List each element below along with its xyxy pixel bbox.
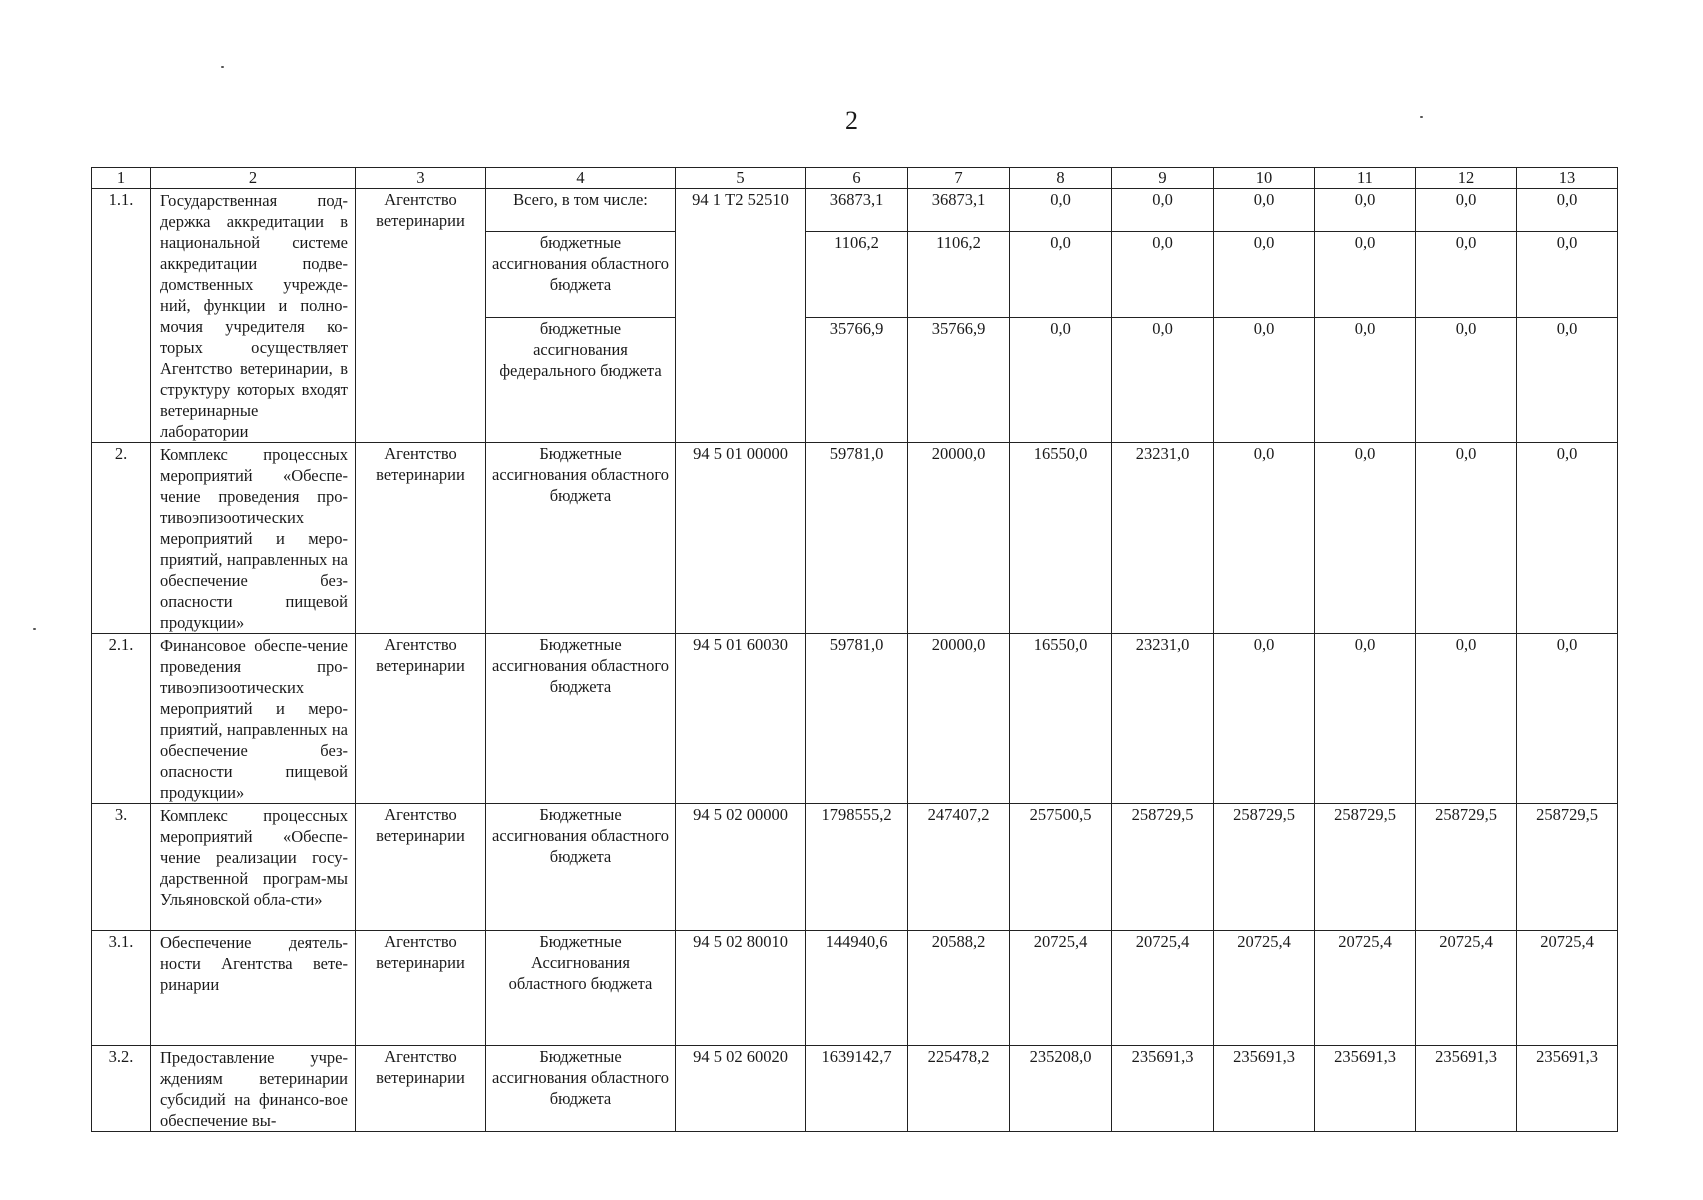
table-row (92, 804, 1618, 931)
funding-source: бюджетные ассигнования федерального бюджета (486, 317, 676, 442)
value-cell: 0,0 (1315, 317, 1416, 442)
activity-name: Комплекс процессных мероприятий «Обеспе-чение реализации госу-дарственной програм-мы Ульяновской обла-сти» (151, 804, 356, 931)
budget-code: 94 5 02 60020 (676, 1046, 806, 1132)
value-cell: 0,0 (1416, 634, 1517, 804)
page-number: 2 (845, 106, 858, 135)
value-cell: 20725,4 (1112, 931, 1214, 1046)
row-number: 1.1. (92, 189, 151, 443)
value-cell: 0,0 (1416, 317, 1517, 442)
column-number: 5 (676, 168, 806, 189)
funding-source: Бюджетные ассигнования областного бюджета (486, 804, 676, 931)
value-cell: 20000,0 (908, 634, 1010, 804)
scan-speck (1420, 116, 1423, 118)
value-cell: 0,0 (1214, 443, 1315, 634)
budget-table (91, 167, 1618, 1132)
value-cell: 0,0 (1214, 189, 1315, 232)
row-number: 3. (92, 804, 151, 931)
value-cell: 258729,5 (1416, 804, 1517, 931)
value-cell: 0,0 (1315, 189, 1416, 232)
executor: Агентство ветеринарии (356, 634, 486, 804)
funding-source: Всего, в том числе: (486, 189, 676, 232)
value-cell: 0,0 (1214, 317, 1315, 442)
value-cell: 235691,3 (1517, 1046, 1618, 1132)
value-cell: 23231,0 (1112, 443, 1214, 634)
budget-code: 94 5 01 00000 (676, 443, 806, 634)
value-cell: 23231,0 (1112, 634, 1214, 804)
table-row (92, 931, 1618, 1046)
value-cell: 20588,2 (908, 931, 1010, 1046)
value-cell: 0,0 (1315, 634, 1416, 804)
value-cell: 1798555,2 (806, 804, 908, 931)
value-cell: 36873,1 (908, 189, 1010, 232)
value-cell: 258729,5 (1214, 804, 1315, 931)
value-cell: 258729,5 (1517, 804, 1618, 931)
value-cell: 235691,3 (1315, 1046, 1416, 1132)
table-row (92, 1046, 1618, 1132)
value-cell: 0,0 (1315, 231, 1416, 317)
budget-code: 94 5 02 80010 (676, 931, 806, 1046)
column-number: 7 (908, 168, 1010, 189)
row-number: 2.1. (92, 634, 151, 804)
activity-name: Финансовое обеспе-чение проведения про-тивоэпизоотических мероприятий и меро-приятий, направленных на обеспечение без-опасности пищевой продукции» (151, 634, 356, 804)
value-cell: 0,0 (1112, 189, 1214, 232)
value-cell: 225478,2 (908, 1046, 1010, 1132)
column-number: 6 (806, 168, 908, 189)
row-number: 3.1. (92, 931, 151, 1046)
executor: Агентство ветеринарии (356, 1046, 486, 1132)
value-cell: 20725,4 (1416, 931, 1517, 1046)
row-number: 2. (92, 443, 151, 634)
value-cell: 20725,4 (1010, 931, 1112, 1046)
activity-name: Предоставление учре-ждениям ветеринарии субсидий на финансо-вое обеспечение вы- (151, 1046, 356, 1132)
value-cell: 0,0 (1315, 443, 1416, 634)
column-number: 11 (1315, 168, 1416, 189)
value-cell: 36873,1 (806, 189, 908, 232)
budget-code: 94 1 Т2 52510 (676, 189, 806, 443)
value-cell: 59781,0 (806, 443, 908, 634)
funding-source: Бюджетные ассигнования областного бюджета (486, 1046, 676, 1132)
scan-speck (33, 628, 36, 630)
value-cell: 0,0 (1517, 189, 1618, 232)
value-cell: 0,0 (1214, 634, 1315, 804)
value-cell: 0,0 (1416, 443, 1517, 634)
value-cell: 235691,3 (1112, 1046, 1214, 1132)
value-cell: 1106,2 (908, 231, 1010, 317)
budget-code: 94 5 01 60030 (676, 634, 806, 804)
value-cell: 235691,3 (1416, 1046, 1517, 1132)
table-row (92, 443, 1618, 634)
value-cell: 0,0 (1517, 634, 1618, 804)
value-cell: 258729,5 (1315, 804, 1416, 931)
activity-name: Государственная под-держка аккредитации в национальной системе аккредитации подве-домственных учрежде-ний, функции и полно-мочия учредителя ко-торых осуществляет Агентство ветеринарии, в структуру которых входят ветеринарные лаборатории (151, 189, 356, 443)
funding-source: Бюджетные ассигнования областного бюджета (486, 443, 676, 634)
scan-speck (221, 66, 224, 68)
value-cell: 1639142,7 (806, 1046, 908, 1132)
value-cell: 20725,4 (1214, 931, 1315, 1046)
value-cell: 16550,0 (1010, 443, 1112, 634)
value-cell: 247407,2 (908, 804, 1010, 931)
column-number: 13 (1517, 168, 1618, 189)
value-cell: 257500,5 (1010, 804, 1112, 931)
value-cell: 20725,4 (1517, 931, 1618, 1046)
column-number: 9 (1112, 168, 1214, 189)
value-cell: 0,0 (1517, 317, 1618, 442)
value-cell: 20000,0 (908, 443, 1010, 634)
table-header-row (92, 168, 1618, 189)
value-cell: 0,0 (1214, 231, 1315, 317)
value-cell: 0,0 (1010, 189, 1112, 232)
column-number: 2 (151, 168, 356, 189)
value-cell: 59781,0 (806, 634, 908, 804)
value-cell: 258729,5 (1112, 804, 1214, 931)
value-cell: 0,0 (1112, 231, 1214, 317)
value-cell: 20725,4 (1315, 931, 1416, 1046)
executor: Агентство ветеринарии (356, 931, 486, 1046)
value-cell: 0,0 (1112, 317, 1214, 442)
value-cell: 0,0 (1010, 231, 1112, 317)
funding-source: Бюджетные ассигнования областного бюджета (486, 634, 676, 804)
column-number: 3 (356, 168, 486, 189)
column-number: 4 (486, 168, 676, 189)
column-number: 12 (1416, 168, 1517, 189)
value-cell: 1106,2 (806, 231, 908, 317)
table-row (92, 634, 1618, 804)
executor: Агентство ветеринарии (356, 189, 486, 443)
value-cell: 16550,0 (1010, 634, 1112, 804)
column-number: 1 (92, 168, 151, 189)
value-cell: 0,0 (1010, 317, 1112, 442)
value-cell: 35766,9 (908, 317, 1010, 442)
row-number: 3.2. (92, 1046, 151, 1132)
value-cell: 235691,3 (1214, 1046, 1315, 1132)
value-cell: 0,0 (1517, 231, 1618, 317)
value-cell: 0,0 (1517, 443, 1618, 634)
executor: Агентство ветеринарии (356, 443, 486, 634)
column-number: 8 (1010, 168, 1112, 189)
table-row (92, 189, 1618, 232)
executor: Агентство ветеринарии (356, 804, 486, 931)
funding-source: бюджетные ассигнования областного бюджета (486, 231, 676, 317)
value-cell: 0,0 (1416, 231, 1517, 317)
value-cell: 144940,6 (806, 931, 908, 1046)
activity-name: Обеспечение деятель-ности Агентства вете-ринарии (151, 931, 356, 1046)
activity-name: Комплекс процессных мероприятий «Обеспе-чение проведения про-тивоэпизоотических мероприятий и меро-приятий, направленных на обеспечение без-опасности пищевой продукции» (151, 443, 356, 634)
value-cell: 235208,0 (1010, 1046, 1112, 1132)
column-number: 10 (1214, 168, 1315, 189)
budget-code: 94 5 02 00000 (676, 804, 806, 931)
funding-source: Бюджетные Ассигнования областного бюджета (486, 931, 676, 1046)
value-cell: 0,0 (1416, 189, 1517, 232)
value-cell: 35766,9 (806, 317, 908, 442)
